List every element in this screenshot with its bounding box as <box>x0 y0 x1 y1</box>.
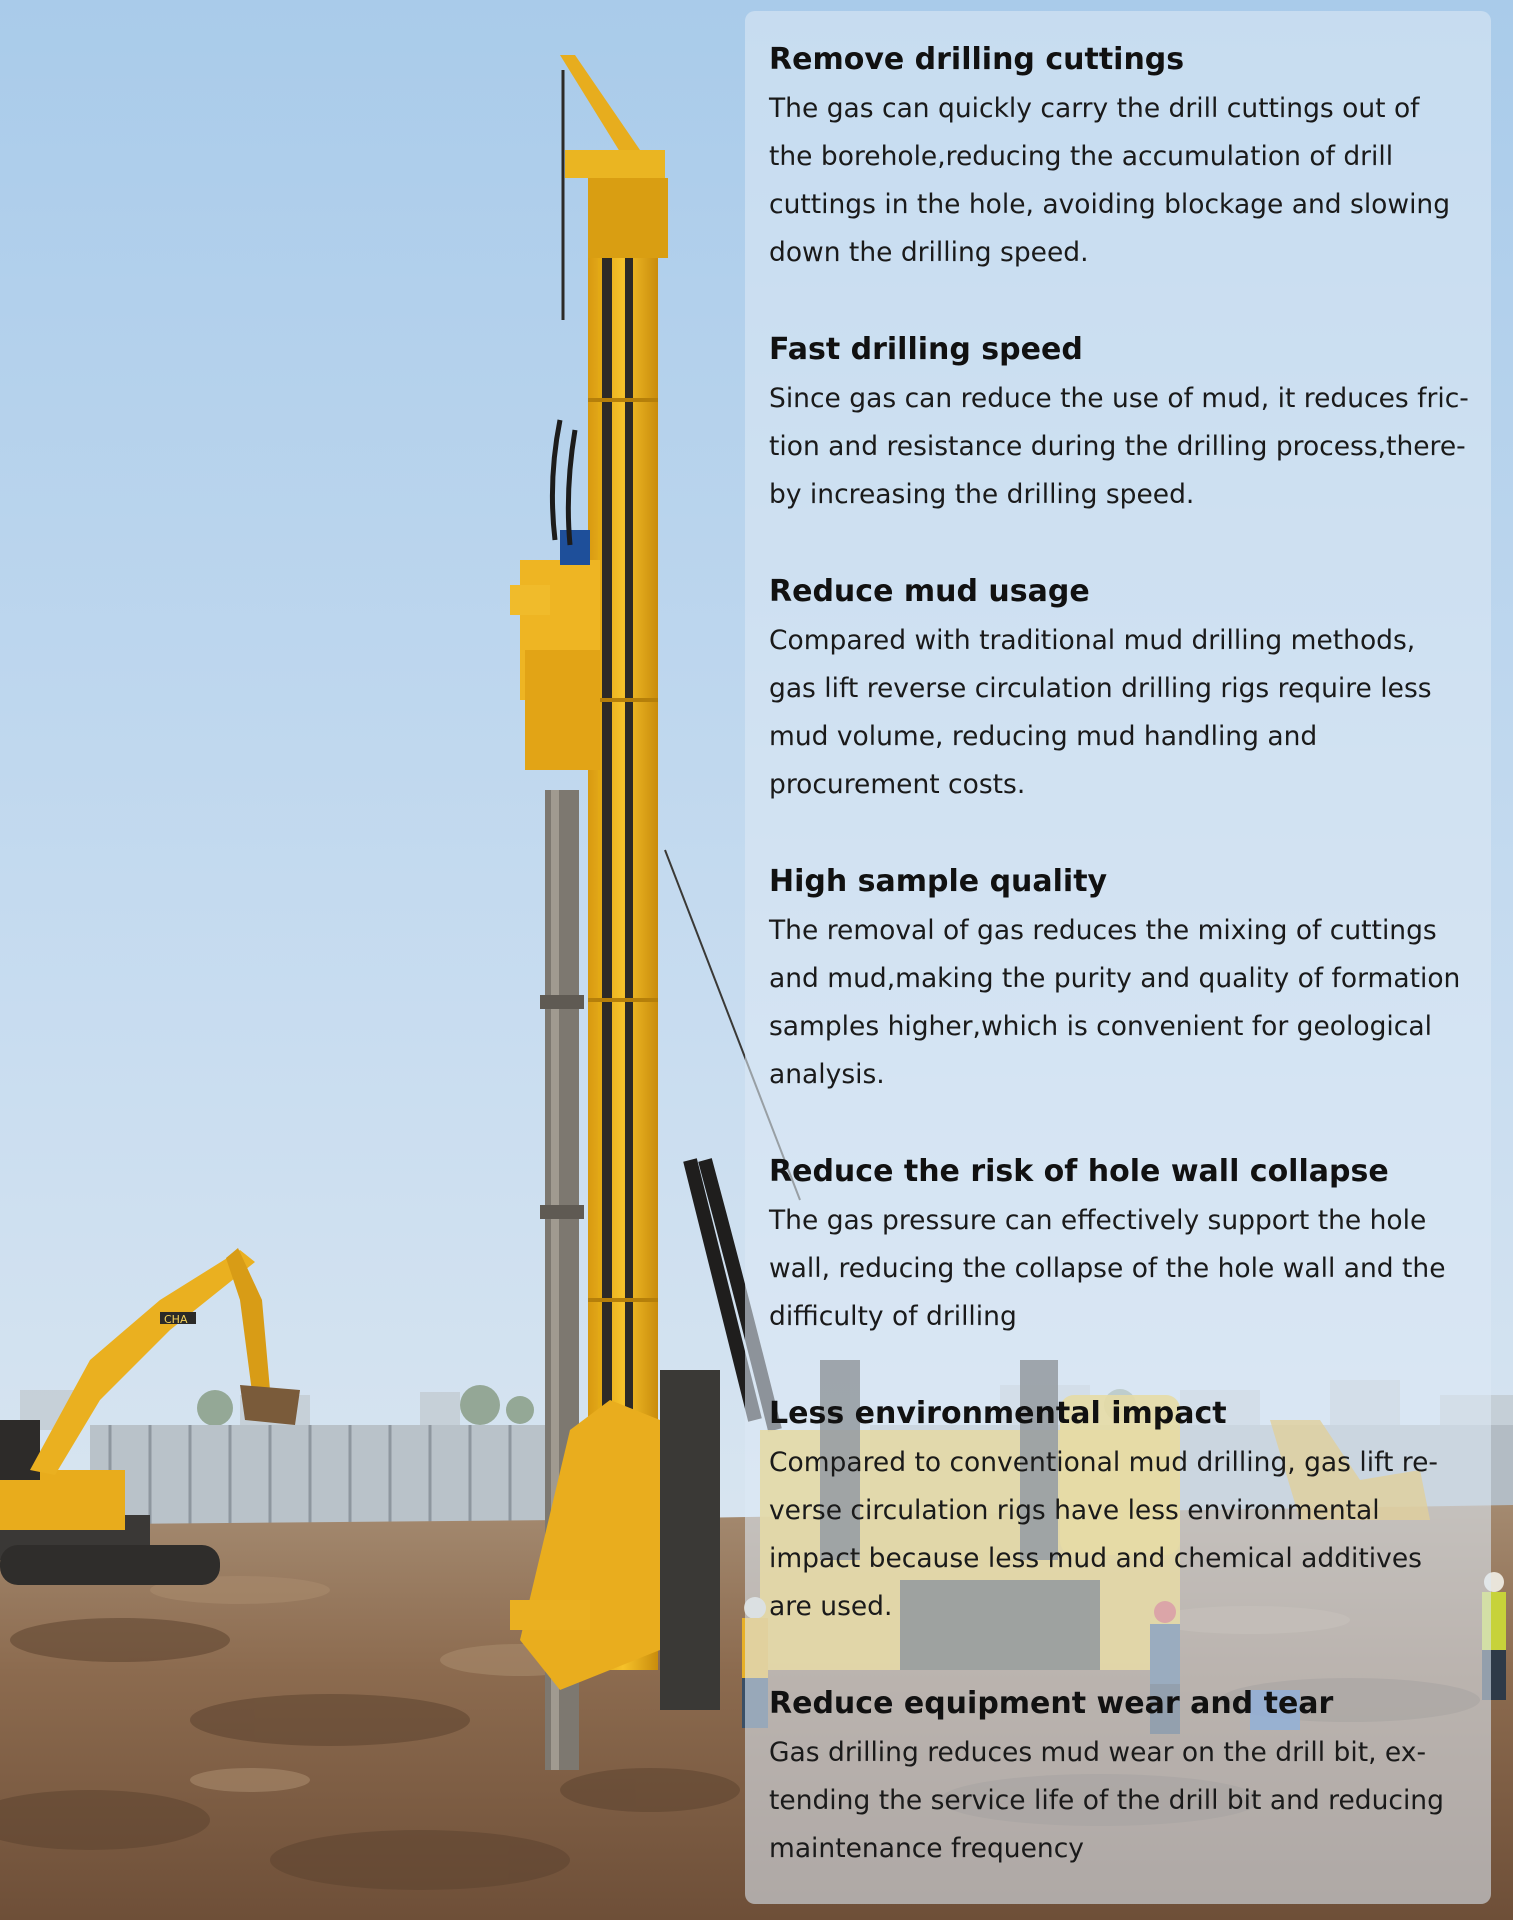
feature-title: Remove drilling cuttings <box>769 42 1185 77</box>
feature-item <box>769 329 1469 519</box>
excavator-logo: CHA <box>164 1313 188 1326</box>
feature-item <box>769 1151 1469 1341</box>
feature-title: Reduce equipment wear and tear <box>769 1686 1334 1721</box>
feature-title: Reduce the risk of hole wall collapse <box>769 1154 1389 1189</box>
feature-item <box>769 1683 1469 1873</box>
feature-title: Reduce mud usage <box>769 574 1090 609</box>
features-panel <box>745 11 1491 1904</box>
feature-item <box>769 39 1469 277</box>
feature-item <box>769 861 1469 1099</box>
feature-description: Compared with traditional mud drilling methods, gas lift reverse circulation drilling rigs require less mud volume, reducing mud handling and procurement costs. <box>769 625 1432 800</box>
feature-description: The gas pressure can effectively support the hole wall, reducing the collapse of the hole wall and the difficulty of drilling <box>769 1205 1446 1332</box>
feature-description: Gas drilling reduces mud wear on the drill bit, ex- tending the service life of the drill bit and reducing maintenance frequency <box>769 1737 1444 1864</box>
feature-title: Less environmental impact <box>769 1396 1227 1431</box>
feature-description: The gas can quickly carry the drill cuttings out of the borehole,reducing the accumulation of drill cuttings in the hole, avoiding blockage and slowing down the drilling speed. <box>769 93 1451 268</box>
feature-description: The removal of gas reduces the mixing of cuttings and mud,making the purity and quality of formation samples higher,which is convenient for geological analysis. <box>769 915 1461 1090</box>
feature-item <box>769 571 1469 809</box>
feature-description: Compared to conventional mud drilling, gas lift re- verse circulation rigs have less environmental impact because less mud and chemical additives are used. <box>769 1447 1438 1622</box>
feature-title: High sample quality <box>769 864 1108 899</box>
feature-title: Fast drilling speed <box>769 332 1083 367</box>
feature-item <box>769 1393 1469 1631</box>
feature-description: Since gas can reduce the use of mud, it reduces fric- tion and resistance during the drilling process,there- by increasing the drilling speed. <box>769 383 1469 510</box>
